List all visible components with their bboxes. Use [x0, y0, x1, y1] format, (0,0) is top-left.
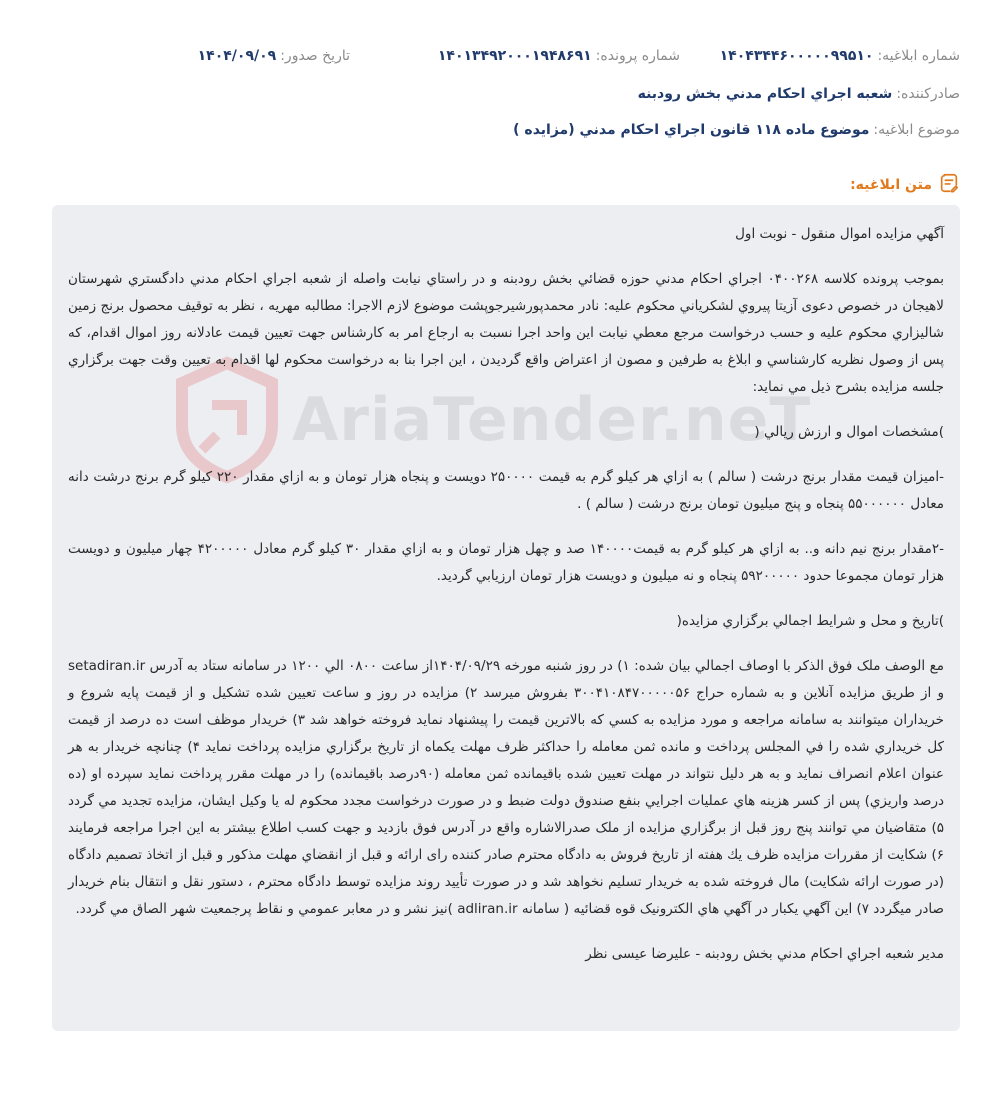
document-edit-icon	[938, 172, 960, 198]
issuer-row	[40, 86, 960, 102]
issue-date-group	[198, 48, 350, 64]
notice-text-heading	[850, 172, 960, 198]
subject-value: موضوع ماده ۱۱۸ قانون اجراي احکام مدني (مزايده )	[513, 122, 870, 138]
subject-group	[513, 122, 960, 138]
subject-label: موضوع ابلاغيه:	[873, 122, 960, 138]
watermark-text: AriaTender.neT	[292, 385, 812, 455]
notice-paragraph: مع الوصف ملک فوق الذکر با اوصاف اجمالي بيان شده: ۱) در روز شنبه مورخه ۱۴۰۴/۰۹/۲۹از ساعت ۰۸۰۰ الي ۱۲۰۰ در سامانه ستاد به آدرس setadiran.ir و از طريق مزايده آنلاين و به شماره حراج ۳۰۰۴۱۰۸۴۷۰۰۰۰۰۵۶ بفروش ميرسد ۲) مزايده در روز و ساعت تعيين شده تشکيل و از قيمت پايه شروع و خريداران ميتوانند به سامانه مراجعه و مورد مزايده به کسي که بالاترين قيمت را پيشنهاد نمايد فروخته خواهد شد ۳) خريدار موظف است ده درصد از قيمت کل خريداري شده را في المجلس پرداخت و مانده ثمن معامله را حداکثر ظرف مهلت يکماه از تاريخ برگزاري مزايده پرداخت نمايد ۴) چنانچه خريدار به هر عنوان اعلام انصراف نمايد و به هر دليل نتواند در مهلت تعيين شده باقيمانده ثمن معامله (۹۰درصد باقيمانده) را در مهلت مقرر پرداخت نمايد سپرده او (ده درصد واريزي) پس از کسر هزينه هاي عمليات اجرايي بنفع صندوق دولت ضبط و در صورت درخواست مجدد محکوم له يا وکيل ايشان، مزايده تجديد مي گردد ۵) متقاضيان مي توانند پنج روز قبل از برگزاري مزايده از ملک صدرالاشاره واقع در آدرس فوق بازديد و جهت کسب اطلاع بيشتر به اين اجرا مراجعه فرمايند ۶) شکايت از مقررات مزايده ظرف يك هفته از تاريخ فروش به دادگاه محترم صادر کننده رای ارائه و قبل از انقضاي مهلت مذکور و قبل از اتخاذ تصميم دادگاه (در صورت ارائه شکايت) مال فروخته شده به خريدار تسليم نخواهد شد و در صورت تأييد روند مزايده توسط دادگاه محترم ، دستور نقل و انتقال بنام خريدار صادر ميگردد ۷) اين آگهي يکبار در آگهي هاي الکترونيک قوه قضائيه ( سامانه adliran.ir )نيز نشر و در معابر عمومي و نقاط پرجمعيت شهر الصاق مي گردد.	[68, 658, 944, 917]
notice-title-line: آگهي مزايده اموال منقول - نوبت اول	[735, 226, 944, 242]
notice-text-title: متن ابلاغيه:	[850, 177, 932, 193]
case-number-group	[350, 48, 680, 64]
issuer-group	[638, 86, 960, 102]
case-number-value: ۱۴۰۱۳۴۹۲۰۰۰۱۹۴۸۶۹۱	[437, 48, 592, 64]
case-number-label: شماره پرونده:	[595, 48, 680, 64]
issue-date-label: تاريخ صدور:	[280, 48, 350, 64]
notice-paragraph: )تاريخ و محل و شرايط اجمالي برگزاري مزايده(	[676, 613, 944, 629]
issuer-label: صادرکننده:	[896, 86, 960, 102]
notice-number-value: ۱۴۰۴۳۴۴۶۰۰۰۰۰۹۹۵۱۰	[719, 48, 874, 64]
subject-row	[40, 122, 960, 138]
notice-paragraph: -۲مقدار برنج نيم دانه و.. به ازاي هر کيلو گرم به قيمت۱۴۰۰۰۰ صد و چهل هزار تومان و به ازاي مقدار ۳۰ کيلو گرم معادل ۴۲۰۰۰۰۰ چهار ميليون و دويست هزار تومان مجموعا حدود ۵۹۲۰۰۰۰۰ پنجاه و نه ميليون و دويست هزار تومان ارزيابي گرديد.	[68, 541, 944, 584]
notice-meta-row	[40, 48, 960, 64]
notice-number-group	[680, 48, 960, 64]
issue-date-value: ۱۴۰۴/۰۹/۰۹	[197, 48, 277, 64]
notice-paragraph: )مشخصات اموال و ارزش ريالي (	[754, 424, 944, 440]
notice-paragraph: -امیزان قيمت مقدار برنج درشت ( سالم ) به ازاي هر کيلو گرم به قيمت ۲۵۰۰۰۰ دويست و پنجاه هزار تومان و به ازاي مقدار ۲۲۰ کيلو گرم برنج درشت دانه معادل ۵۵۰۰۰۰۰۰ پنجاه و پنج ميليون تومان برنج درشت ( سالم ) .	[68, 469, 944, 512]
notice-signature: مدير شعبه اجراي احکام مدني بخش رودبنه - عليرضا عيسی نظر	[585, 946, 944, 962]
issuer-value: شعبه اجراي احکام مدني بخش رودبنه	[637, 86, 893, 102]
notice-paragraph: بموجب پرونده کلاسه ۰۴۰۰۲۶۸ اجراي احکام مدني حوزه قضائي بخش رودبنه و در راستاي نيابت واصله از شعبه اجراي احکام مدني دادگستري شهرستان لاهيجان در خصوص دعوی آزيتا پيروي لشکرياني محکوم عليه: نادر محمدپورشيرجوپشت موضوع لازم الاجرا: مطالبه مهريه ، نظر به توقيف محصول برنج زمين شاليزاري محکوم عليه و حسب درخواست مرجع معطي نيابت اين واحد اجرا نسبت به ارجاع امر به کارشناس جهت تعيين قيمت عادلانه روز اموال اقدام، که پس از وصول نظريه کارشناسي و ابلاغ به طرفين و مصون از اعتراض واقع گرديدن ، اين اجرا بنا به درخواست محکوم لها اقدام به تعيين وقت جهت برگزاري جلسه مزايده بشرح ذيل مي نمايد:	[68, 271, 944, 395]
notice-number-label: شماره ابلاغيه:	[877, 48, 960, 64]
notice-text-box	[52, 205, 960, 1031]
